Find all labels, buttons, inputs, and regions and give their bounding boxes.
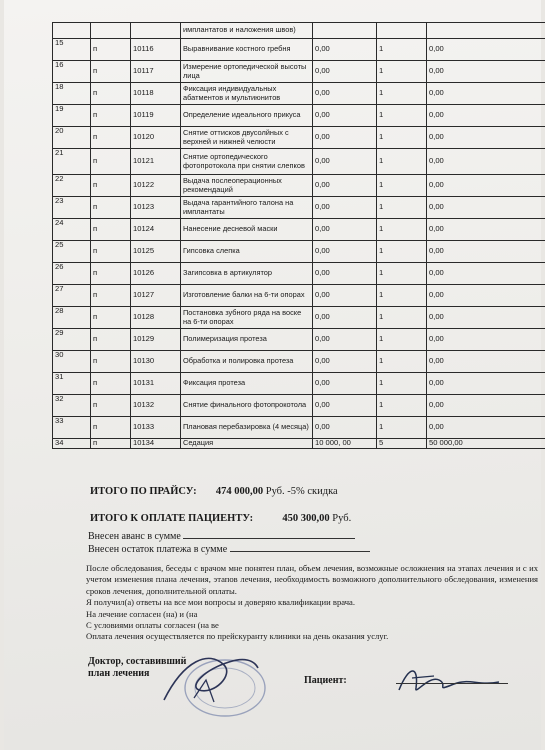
payment-total-line	[90, 513, 351, 524]
cell-num: 15	[53, 39, 91, 61]
cell-name: Гипсовка слепка	[181, 241, 313, 263]
table-row	[53, 417, 545, 439]
cell-price: 0,00	[313, 175, 377, 197]
cell-price	[313, 23, 377, 39]
cell-code: 10123	[131, 197, 181, 219]
cell-qty	[377, 23, 427, 39]
cell-t: п	[91, 197, 131, 219]
cell-qty: 1	[377, 285, 427, 307]
cell-code: 10119	[131, 105, 181, 127]
cell-t: п	[91, 285, 131, 307]
cell-sum: 0,00	[427, 105, 545, 127]
cell-num: 25	[53, 241, 91, 263]
cell-name: Снятие ортопедического фотопротокола при снятии слепков	[181, 149, 313, 175]
cell-t: п	[91, 39, 131, 61]
cell-sum: 0,00	[427, 197, 545, 219]
cell-name: Седация	[181, 439, 313, 449]
cell-num: 16	[53, 61, 91, 83]
table-row	[53, 241, 545, 263]
table-row	[53, 197, 545, 219]
cell-sum: 0,00	[427, 329, 545, 351]
cell-price: 0,00	[313, 127, 377, 149]
cell-code	[131, 23, 181, 39]
cell-qty: 1	[377, 127, 427, 149]
cell-code: 10134	[131, 439, 181, 449]
cell-code: 10131	[131, 373, 181, 395]
payment-total-suffix: Руб.	[332, 513, 352, 524]
cell-code: 10128	[131, 307, 181, 329]
table-row	[53, 439, 545, 449]
cell-t: п	[91, 175, 131, 197]
document-sheet	[4, 0, 541, 750]
cell-code: 10124	[131, 219, 181, 241]
cell-price: 0,00	[313, 351, 377, 373]
cell-t	[91, 23, 131, 39]
consent-payment-terms: С условиями оплаты согласен (на ве	[86, 620, 219, 630]
cell-t: п	[91, 417, 131, 439]
cell-sum	[427, 23, 545, 39]
cell-name: Фиксация протеза	[181, 373, 313, 395]
table-row	[53, 61, 545, 83]
cell-name: Выдача послеоперационных рекомендаций	[181, 175, 313, 197]
patient-label: Пациент:	[304, 675, 347, 686]
cell-price: 0,00	[313, 263, 377, 285]
cell-t: п	[91, 351, 131, 373]
payment-total-label: ИТОГО К ОПЛАТЕ ПАЦИЕНТУ:	[90, 513, 254, 524]
consent-payment-line: Оплата лечения осуществляется по прейскуранту клиники на день оказания услуг.	[86, 631, 389, 641]
cell-sum: 0,00	[427, 263, 545, 285]
cell-price: 10 000, 00	[313, 439, 377, 449]
cell-code: 10130	[131, 351, 181, 373]
cell-price: 0,00	[313, 83, 377, 105]
cell-name: имплантатов и наложения швов)	[181, 23, 313, 39]
cell-name: Изготовление балки на 6-ти опорах	[181, 285, 313, 307]
cell-t: п	[91, 83, 131, 105]
cell-name: Выравнивание костного гребня	[181, 39, 313, 61]
cell-t: п	[91, 241, 131, 263]
table-row	[53, 23, 545, 39]
services-table	[52, 22, 545, 449]
table-row	[53, 307, 545, 329]
cell-code: 10126	[131, 263, 181, 285]
cell-price: 0,00	[313, 219, 377, 241]
cell-qty: 1	[377, 149, 427, 175]
cell-qty: 1	[377, 307, 427, 329]
cell-qty: 5	[377, 439, 427, 449]
cell-qty: 1	[377, 263, 427, 285]
cell-t: п	[91, 127, 131, 149]
cell-sum: 50 000,00	[427, 439, 545, 449]
table-row	[53, 175, 545, 197]
cell-price: 0,00	[313, 197, 377, 219]
cell-sum: 0,00	[427, 241, 545, 263]
cell-code: 10116	[131, 39, 181, 61]
cell-num: 31	[53, 373, 91, 395]
cell-num: 27	[53, 285, 91, 307]
table-row	[53, 329, 545, 351]
cell-name: Постановка зубного ряда на воске на 6-ти опорах	[181, 307, 313, 329]
remainder-blank	[230, 541, 370, 552]
cell-num: 28	[53, 307, 91, 329]
table-row	[53, 219, 545, 241]
cell-sum: 0,00	[427, 83, 545, 105]
cell-t: п	[91, 373, 131, 395]
table-row	[53, 285, 545, 307]
cell-t: п	[91, 149, 131, 175]
cell-qty: 1	[377, 241, 427, 263]
cell-sum: 0,00	[427, 351, 545, 373]
cell-sum: 0,00	[427, 175, 545, 197]
cell-num: 32	[53, 395, 91, 417]
payment-total-value: 450 300,00	[282, 513, 330, 524]
price-total-value: 474 000,00	[215, 486, 264, 497]
cell-num: 26	[53, 263, 91, 285]
cell-qty: 1	[377, 39, 427, 61]
cell-qty: 1	[377, 329, 427, 351]
table-row	[53, 105, 545, 127]
consent-agree: На лечение согласен (на) и (на	[86, 609, 198, 619]
table-row	[53, 351, 545, 373]
cell-num: 21	[53, 149, 91, 175]
cell-price: 0,00	[313, 285, 377, 307]
cell-num: 29	[53, 329, 91, 351]
plan-label: план лечения	[88, 668, 150, 679]
cell-name: Фиксация индивидуальных абатментов и мультиюнитов	[181, 83, 313, 105]
cell-num: 33	[53, 417, 91, 439]
cell-name: Измерение ортопедической высоты лица	[181, 61, 313, 83]
cell-t: п	[91, 395, 131, 417]
cell-qty: 1	[377, 61, 427, 83]
cell-qty: 1	[377, 417, 427, 439]
cell-sum: 0,00	[427, 373, 545, 395]
consent-answers: Я получил(а) ответы на все мои вопросы и доверяю квалификации врача.	[86, 597, 355, 607]
cell-num: 22	[53, 175, 91, 197]
cell-name: Снятие финального фотопрокотола	[181, 395, 313, 417]
cell-price: 0,00	[313, 395, 377, 417]
cell-sum: 0,00	[427, 61, 545, 83]
cell-name: Определение идеального прикуса	[181, 105, 313, 127]
cell-num: 19	[53, 105, 91, 127]
cell-code: 10127	[131, 285, 181, 307]
cell-sum: 0,00	[427, 285, 545, 307]
cell-num: 23	[53, 197, 91, 219]
cell-name: Выдача гарантийного талона на имплантаты	[181, 197, 313, 219]
table-row	[53, 127, 545, 149]
cell-qty: 1	[377, 175, 427, 197]
cell-num: 30	[53, 351, 91, 373]
advance-line	[88, 528, 355, 542]
remainder-label: Внесен остаток платежа в сумме	[88, 544, 228, 555]
cell-price: 0,00	[313, 373, 377, 395]
cell-name: Загипсовка в артикулятор	[181, 263, 313, 285]
cell-price: 0,00	[313, 307, 377, 329]
doctor-label: Доктор, составивший	[88, 656, 187, 667]
cell-sum: 0,00	[427, 417, 545, 439]
table-row	[53, 395, 545, 417]
cell-sum: 0,00	[427, 395, 545, 417]
cell-qty: 1	[377, 83, 427, 105]
cell-price: 0,00	[313, 149, 377, 175]
cell-qty: 1	[377, 219, 427, 241]
cell-qty: 1	[377, 197, 427, 219]
cell-sum: 0,00	[427, 307, 545, 329]
price-total-line	[90, 486, 338, 497]
cell-code: 10122	[131, 175, 181, 197]
cell-num	[53, 23, 91, 39]
cell-price: 0,00	[313, 417, 377, 439]
cell-name: Плановая перебазировка (4 месяца)	[181, 417, 313, 439]
cell-code: 10121	[131, 149, 181, 175]
cell-qty: 1	[377, 395, 427, 417]
patient-signature-line	[396, 683, 508, 684]
patient-signature-icon	[394, 660, 504, 700]
table-row	[53, 373, 545, 395]
cell-t: п	[91, 219, 131, 241]
cell-t: п	[91, 307, 131, 329]
table-row	[53, 83, 545, 105]
cell-code: 10132	[131, 395, 181, 417]
cell-t: п	[91, 263, 131, 285]
cell-name: Полимеризация протеза	[181, 329, 313, 351]
cell-code: 10118	[131, 83, 181, 105]
remainder-line	[88, 541, 370, 555]
doctor-signature-icon	[154, 640, 264, 715]
cell-sum: 0,00	[427, 39, 545, 61]
cell-num: 34	[53, 439, 91, 449]
table-row	[53, 39, 545, 61]
price-total-suffix: Руб. -5% скидка	[265, 486, 338, 497]
cell-price: 0,00	[313, 105, 377, 127]
cell-t: п	[91, 439, 131, 449]
cell-code: 10125	[131, 241, 181, 263]
cell-num: 18	[53, 83, 91, 105]
advance-label: Внесен аванс в сумме	[88, 531, 181, 542]
cell-name: Обработка и полировка протеза	[181, 351, 313, 373]
cell-price: 0,00	[313, 39, 377, 61]
cell-price: 0,00	[313, 241, 377, 263]
cell-t: п	[91, 329, 131, 351]
price-total-label: ИТОГО ПО ПРАЙСУ:	[90, 486, 197, 497]
cell-sum: 0,00	[427, 149, 545, 175]
table-row	[53, 149, 545, 175]
cell-qty: 1	[377, 373, 427, 395]
cell-code: 10129	[131, 329, 181, 351]
cell-qty: 1	[377, 351, 427, 373]
cell-price: 0,00	[313, 329, 377, 351]
cell-t: п	[91, 105, 131, 127]
cell-name: Нанесение десневой маски	[181, 219, 313, 241]
cell-name: Снятие оттисков двусолйных с верхней и нижней челюсти	[181, 127, 313, 149]
consent-paragraph: После обследования, беседы с врачом мне понятен план, объем лечения, возможные осложнения на этапах лечения и с их учетом изменения плана лечения, этапов лечения, необходимость возможного дополнительного обследования, изменения сроков лечения, дополнительной оплаты.	[86, 563, 538, 596]
table-row	[53, 263, 545, 285]
cell-code: 10133	[131, 417, 181, 439]
cell-sum: 0,00	[427, 219, 545, 241]
cell-num: 20	[53, 127, 91, 149]
cell-code: 10117	[131, 61, 181, 83]
cell-qty: 1	[377, 105, 427, 127]
cell-price: 0,00	[313, 61, 377, 83]
advance-blank	[183, 528, 355, 539]
cell-sum: 0,00	[427, 127, 545, 149]
cell-num: 24	[53, 219, 91, 241]
cell-code: 10120	[131, 127, 181, 149]
cell-t: п	[91, 61, 131, 83]
